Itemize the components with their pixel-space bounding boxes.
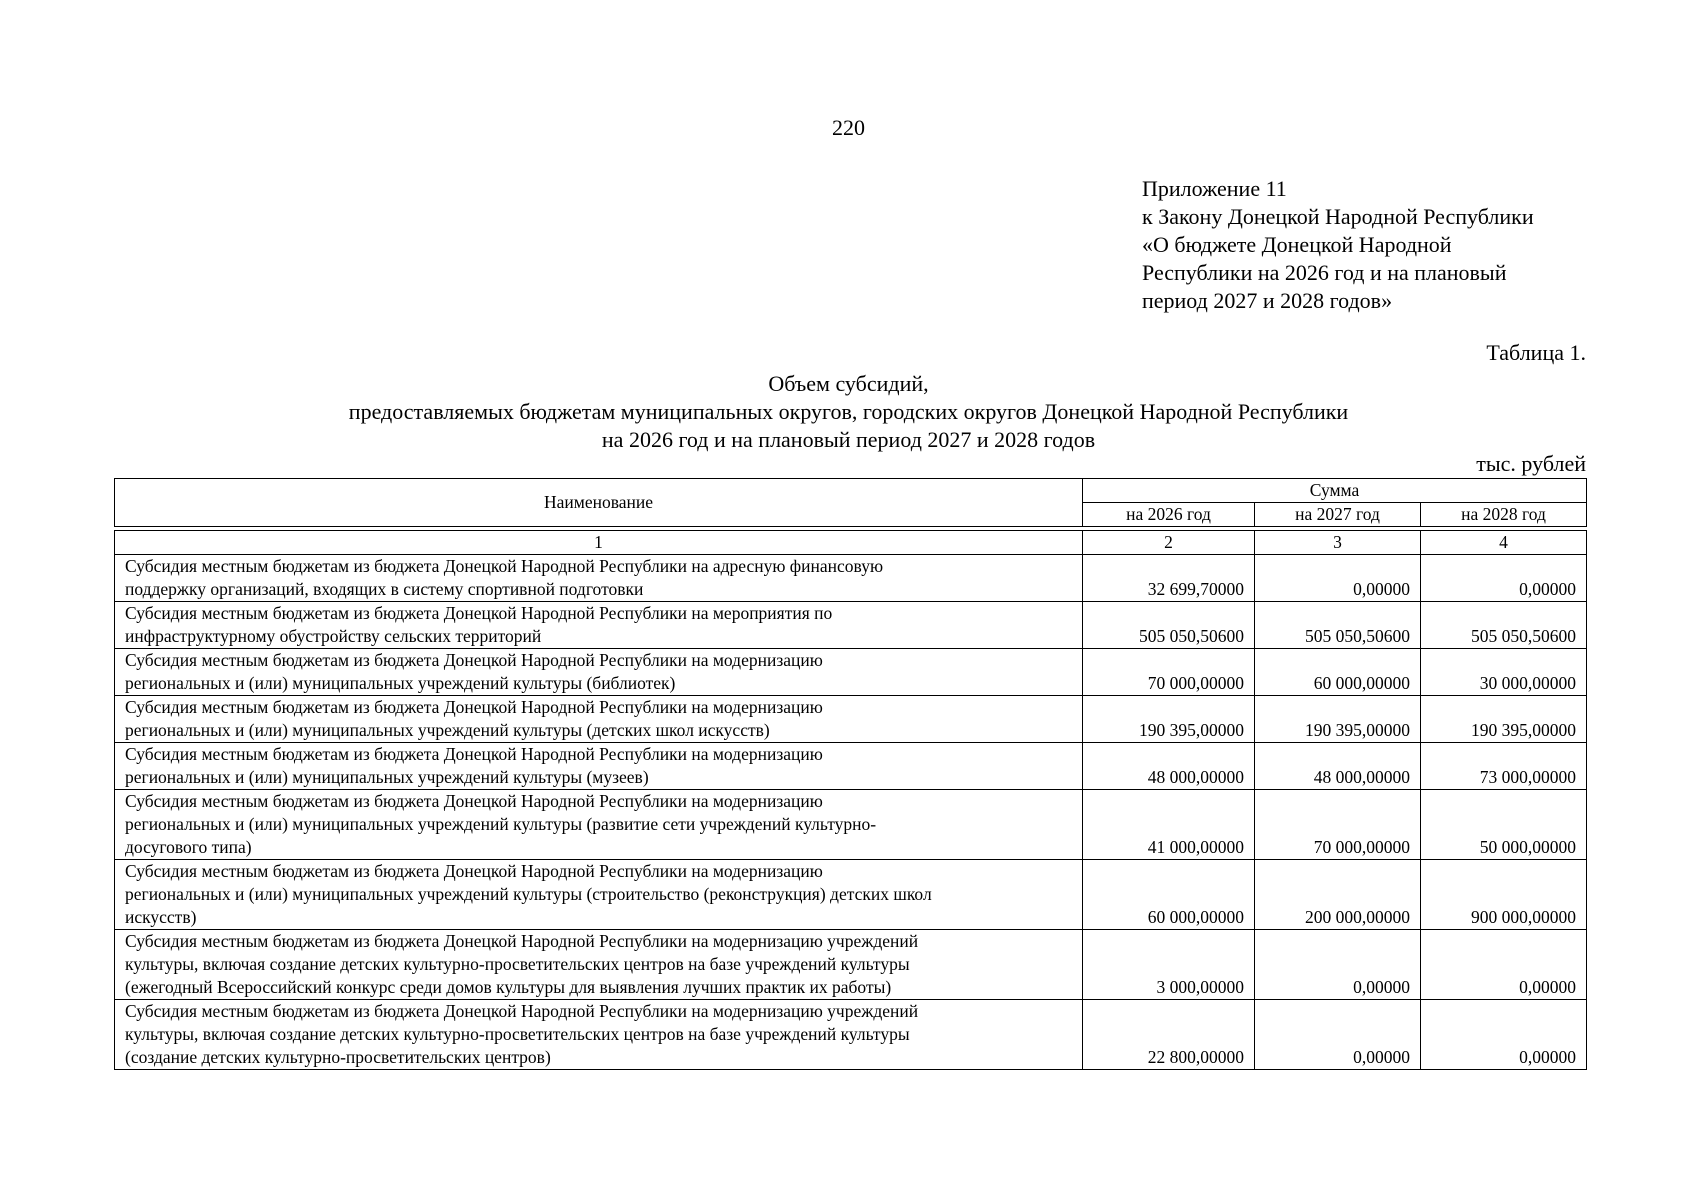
row-name-line: Субсидия местным бюджетам из бюджета Донецкой Народной Республики на мероприятия по — [125, 603, 833, 623]
row-name — [115, 1000, 1083, 1070]
row-name-line: региональных и (или) муниципальных учреждений культуры (строительство (реконструкция) детских школ — [125, 884, 932, 904]
column-number: 1 — [115, 531, 1083, 555]
table-row — [115, 602, 1587, 649]
row-name-line: региональных и (или) муниципальных учреждений культуры (библиотек) — [125, 673, 676, 693]
value-2026: 32 699,70000 — [1083, 555, 1255, 602]
row-name-line: региональных и (или) муниципальных учреждений культуры (развитие сети учреждений культурно- — [125, 814, 877, 834]
appendix-heading — [1142, 175, 1682, 315]
value-2028: 0,00000 — [1421, 555, 1587, 602]
header-name: Наименование — [115, 479, 1083, 527]
row-name-line: Субсидия местным бюджетам из бюджета Донецкой Народной Республики на модернизацию учреждений — [125, 1001, 919, 1021]
value-2028: 73 000,00000 — [1421, 743, 1587, 790]
value-2027: 190 395,00000 — [1255, 696, 1421, 743]
value-2026: 41 000,00000 — [1083, 790, 1255, 860]
column-number: 4 — [1421, 531, 1587, 555]
table-row — [115, 649, 1587, 696]
value-2028: 190 395,00000 — [1421, 696, 1587, 743]
value-2027: 0,00000 — [1255, 555, 1421, 602]
row-name-line: искусств) — [125, 907, 197, 927]
row-name-line: Субсидия местным бюджетам из бюджета Донецкой Народной Республики на модернизацию — [125, 697, 823, 717]
row-name — [115, 555, 1083, 602]
row-name-line: Субсидия местным бюджетам из бюджета Донецкой Народной Республики на модернизацию — [125, 744, 823, 764]
row-name-line: поддержку организаций, входящих в систему спортивной подготовки — [125, 579, 644, 599]
table-row — [115, 743, 1587, 790]
header-year-2027: на 2027 год — [1255, 503, 1421, 527]
subsidies-table — [114, 478, 1587, 1070]
value-2027: 48 000,00000 — [1255, 743, 1421, 790]
row-name-line: Субсидия местным бюджетам из бюджета Донецкой Народной Республики на адресную финансовую — [125, 556, 884, 576]
value-2026: 48 000,00000 — [1083, 743, 1255, 790]
column-number: 3 — [1255, 531, 1421, 555]
table-row — [115, 1000, 1587, 1070]
appendix-line: «О бюджете Донецкой Народной — [1142, 232, 1452, 257]
value-2028: 30 000,00000 — [1421, 649, 1587, 696]
appendix-line: Приложение 11 — [1142, 176, 1287, 201]
row-name-line: Субсидия местным бюджетам из бюджета Донецкой Народной Республики на модернизацию — [125, 861, 823, 881]
header-sum: Сумма — [1083, 479, 1587, 503]
row-name-line: культуры, включая создание детских культурно-просветительских центров на базе учреждений культуры — [125, 954, 910, 974]
appendix-line: к Закону Донецкой Народной Республики — [1142, 204, 1534, 229]
row-name-line: (создание детских культурно-просветительских центров) — [125, 1047, 551, 1067]
row-name-line: региональных и (или) муниципальных учреждений культуры (детских школ искусств) — [125, 720, 770, 740]
row-name-line: Субсидия местным бюджетам из бюджета Донецкой Народной Республики на модернизацию — [125, 791, 823, 811]
units-label: тыс. рублей — [1476, 451, 1586, 476]
header-year-2026: на 2026 год — [1083, 503, 1255, 527]
title-line: на 2026 год и на плановый период 2027 и 2028 годов — [601, 427, 1096, 452]
row-name-line: Субсидия местным бюджетам из бюджета Донецкой Народной Республики на модернизацию — [125, 650, 823, 670]
table-label: Таблица 1. — [1486, 340, 1586, 365]
title-line: предоставляемых бюджетам муниципальных округов, городских округов Донецкой Народной Республики — [348, 399, 1349, 424]
column-number: 2 — [1083, 531, 1255, 555]
value-2026: 190 395,00000 — [1083, 696, 1255, 743]
value-2027: 0,00000 — [1255, 930, 1421, 1000]
title-line: Объем субсидий, — [768, 371, 929, 396]
value-2027: 0,00000 — [1255, 1000, 1421, 1070]
value-2026: 3 000,00000 — [1083, 930, 1255, 1000]
row-name-line: досугового типа) — [125, 837, 252, 857]
header-year-2028: на 2028 год — [1421, 503, 1587, 527]
table-body — [115, 527, 1587, 1070]
row-name — [115, 696, 1083, 743]
value-2026: 60 000,00000 — [1083, 860, 1255, 930]
table-row — [115, 930, 1587, 1000]
row-name — [115, 930, 1083, 1000]
appendix-line: период 2027 и 2028 годов» — [1142, 288, 1393, 313]
table-row — [115, 555, 1587, 602]
row-name — [115, 790, 1083, 860]
table-row — [115, 696, 1587, 743]
value-2026: 505 050,50600 — [1083, 602, 1255, 649]
value-2028: 900 000,00000 — [1421, 860, 1587, 930]
row-name-line: Субсидия местным бюджетам из бюджета Донецкой Народной Республики на модернизацию учреждений — [125, 931, 919, 951]
value-2028: 505 050,50600 — [1421, 602, 1587, 649]
value-2028: 0,00000 — [1421, 1000, 1587, 1070]
row-name-line: инфраструктурному обустройству сельских территорий — [125, 626, 542, 646]
table-row — [115, 790, 1587, 860]
document-title — [0, 370, 1697, 454]
row-name-line: культуры, включая создание детских культурно-просветительских центров на базе учреждений культуры — [125, 1024, 910, 1044]
row-name — [115, 860, 1083, 930]
row-name — [115, 649, 1083, 696]
appendix-line: Республики на 2026 год и на плановый — [1142, 260, 1507, 285]
value-2027: 505 050,50600 — [1255, 602, 1421, 649]
row-name — [115, 602, 1083, 649]
row-name-line: (ежегодный Всероссийский конкурс среди домов культуры для выявления лучших практик их работы) — [125, 977, 892, 997]
page-number: 220 — [832, 115, 865, 140]
value-2026: 22 800,00000 — [1083, 1000, 1255, 1070]
value-2027: 60 000,00000 — [1255, 649, 1421, 696]
value-2028: 0,00000 — [1421, 930, 1587, 1000]
value-2027: 70 000,00000 — [1255, 790, 1421, 860]
row-name-line: региональных и (или) муниципальных учреждений культуры (музеев) — [125, 767, 649, 787]
value-2027: 200 000,00000 — [1255, 860, 1421, 930]
value-2028: 50 000,00000 — [1421, 790, 1587, 860]
row-name — [115, 743, 1083, 790]
value-2026: 70 000,00000 — [1083, 649, 1255, 696]
column-numbers-row — [115, 531, 1587, 555]
table-row — [115, 860, 1587, 930]
